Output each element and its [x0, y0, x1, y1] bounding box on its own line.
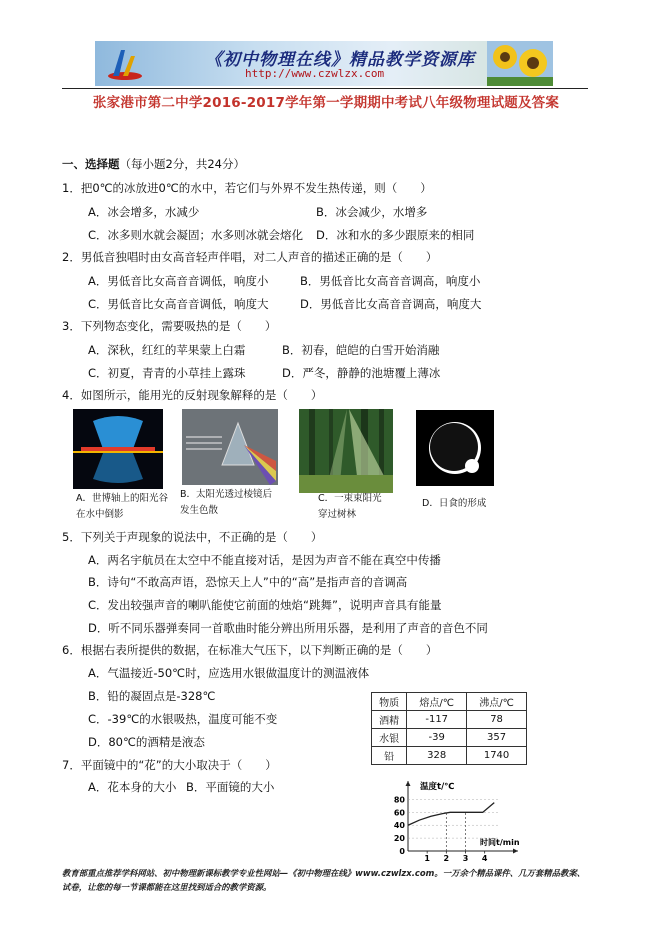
y-tick-label: 80: [393, 795, 405, 805]
q2-stem: 2．男低音独唱时由女高音轻声伴唱，对二人声音的描述正确的是（ ）: [62, 250, 438, 264]
y-tick-label: 40: [393, 821, 405, 831]
melting-boiling-table: [371, 692, 527, 765]
y-tick-label: 0: [399, 847, 405, 856]
q2-option-b: B．男低音比女高音音调高，响度小: [300, 274, 481, 288]
table-header-row: [372, 693, 527, 711]
site-banner: [95, 41, 553, 86]
table-cell: 78: [467, 711, 527, 729]
q1-option-c: C．冰多则水就会凝固；水多则冰就会熔化: [88, 228, 304, 242]
table-cell: 328: [407, 747, 467, 765]
q1-stem: 1．把0℃的冰放进0℃的水中，若它们与外界不发生热传递，则（ ）: [62, 181, 432, 195]
q6-option-d: D．80℃的酒精是液态: [88, 735, 205, 749]
heating-curve: [408, 803, 494, 826]
banner-url[interactable]: http://www.czwlzx.com: [245, 67, 385, 80]
header-rule: [62, 88, 588, 89]
q3-option-b: B．初春，皑皑的白雪开始消融: [282, 343, 440, 357]
q1-option-b: B．冰会减少，水增多: [316, 205, 428, 219]
q2-option-c: C．男低音比女高音音调低，响度大: [88, 297, 269, 311]
table-cell: 水银: [372, 729, 407, 747]
q5-option-a: A．两名宇航员在太空中不能直接对话，是因为声音不能在真空中传播: [88, 553, 441, 567]
table-cell: 酒精: [372, 711, 407, 729]
reflection-photo: [73, 409, 163, 489]
y-tick-label: 20: [393, 834, 405, 844]
x-tick-label: 3: [462, 854, 469, 863]
table-row: [372, 729, 527, 747]
table-row: [372, 711, 527, 729]
q7-option-b: B．平面镜的大小: [186, 780, 275, 794]
q3-stem: 3．下列物态变化，需要吸热的是（ ）: [62, 319, 277, 333]
q3-option-a: A．深秋，红红的苹果蒙上白霜: [88, 343, 246, 357]
site-logo: [107, 46, 143, 82]
q2-option-a: A．男低音比女高音音调低，响度小: [88, 274, 269, 288]
q4-stem: 4．如图所示，能用光的反射现象解释的是（ ）: [62, 388, 323, 402]
y-tick-label: 60: [393, 808, 405, 818]
q6-option-a: A．气温接近-50℃时，应选用水银做温度计的测温液体: [88, 666, 370, 680]
banner-title: 《初中物理在线》精品教学资源库: [205, 50, 475, 70]
q6-stem: 6．根据右表所提供的数据，在标准大气压下，以下判断正确的是（ ）: [62, 643, 438, 657]
q1-option-a: A．冰会增多，水减少: [88, 205, 200, 219]
table-cell: 铅: [372, 747, 407, 765]
q3-option-d: D．严冬，静静的池塘覆上薄冰: [282, 366, 441, 380]
q3-option-c: C．初夏，青青的小草挂上露珠: [88, 366, 246, 380]
table-cell: -117: [407, 711, 467, 729]
q5-stem: 5．下列关于声现象的说法中，不正确的是（ ）: [62, 530, 323, 544]
sunflower-image: [487, 41, 553, 86]
table-cell: 1740: [467, 747, 527, 765]
chart-xlabel: 时间t/min: [480, 838, 520, 847]
q2-option-d: D．男低音比女高音音调高，响度大: [300, 297, 482, 311]
temperature-time-chart: [380, 778, 530, 864]
q4-caption-d: D．日食的形成: [422, 498, 487, 509]
q4-caption-c: C．一束束阳光穿过树林: [318, 493, 382, 520]
chart-ylabel: 温度t/℃: [420, 782, 455, 792]
eclipse-photo: [416, 410, 494, 486]
q7-option-a: A．花本身的大小: [88, 780, 177, 794]
q4-caption-b: B．太阳光透过棱镜后发生色散: [180, 489, 273, 516]
q5-option-d: D．听不同乐器弹奏同一首歌曲时能分辨出所用乐器，是利用了声音的音色不同: [88, 621, 488, 635]
table-cell: -39: [407, 729, 467, 747]
q6-option-b: B．铅的凝固点是-328℃: [88, 689, 216, 703]
section-heading-label: 一、选择题: [62, 157, 120, 171]
y-axis-arrow: [406, 781, 411, 786]
table-header: 熔点/℃: [407, 693, 467, 711]
footer-note: 教育部重点推荐学科网站、初中物理新课标教学专业性网站—《初中物理在线》www.czwlzx.com。一万余个精品课件、几万套精品教案、试卷，让您的每一节课都能在这里找到适合的教学资源。: [62, 868, 586, 892]
q5-option-b: B．诗句“不敢高声语，恐惊天上人”中的“高”是指声音的音调高: [88, 575, 408, 589]
x-tick-label: 4: [481, 854, 488, 863]
q6-option-c: C．-39℃的水银吸热，温度可能不变: [88, 712, 278, 726]
forest-sunbeam-photo: [299, 409, 393, 493]
q1-option-d: D．冰和水的多少跟原来的相同: [316, 228, 475, 242]
section-note: （每小题2分，共24分）: [119, 157, 245, 171]
document-title: 张家港市第二中学2016-2017学年第一学期期中考试八年级物理试题及答案: [92, 95, 560, 111]
q5-option-c: C．发出较强声音的喇叭能使它前面的烛焰“跳舞”，说明声音具有能量: [88, 598, 442, 612]
x-tick-label: 2: [443, 854, 450, 863]
section-heading: [62, 157, 245, 171]
q7-stem: 7．平面镜中的“花”的大小取决于（ ）: [62, 758, 277, 772]
table-row: [372, 747, 527, 765]
x-tick-label: 1: [424, 854, 430, 863]
table-header: 物质: [372, 693, 407, 711]
x-axis-arrow: [513, 849, 518, 854]
prism-dispersion-photo: [182, 409, 278, 485]
q4-caption-a: A．世博轴上的阳光谷在水中倒影: [76, 493, 168, 520]
table-header: 沸点/℃: [467, 693, 527, 711]
table-cell: 357: [467, 729, 527, 747]
